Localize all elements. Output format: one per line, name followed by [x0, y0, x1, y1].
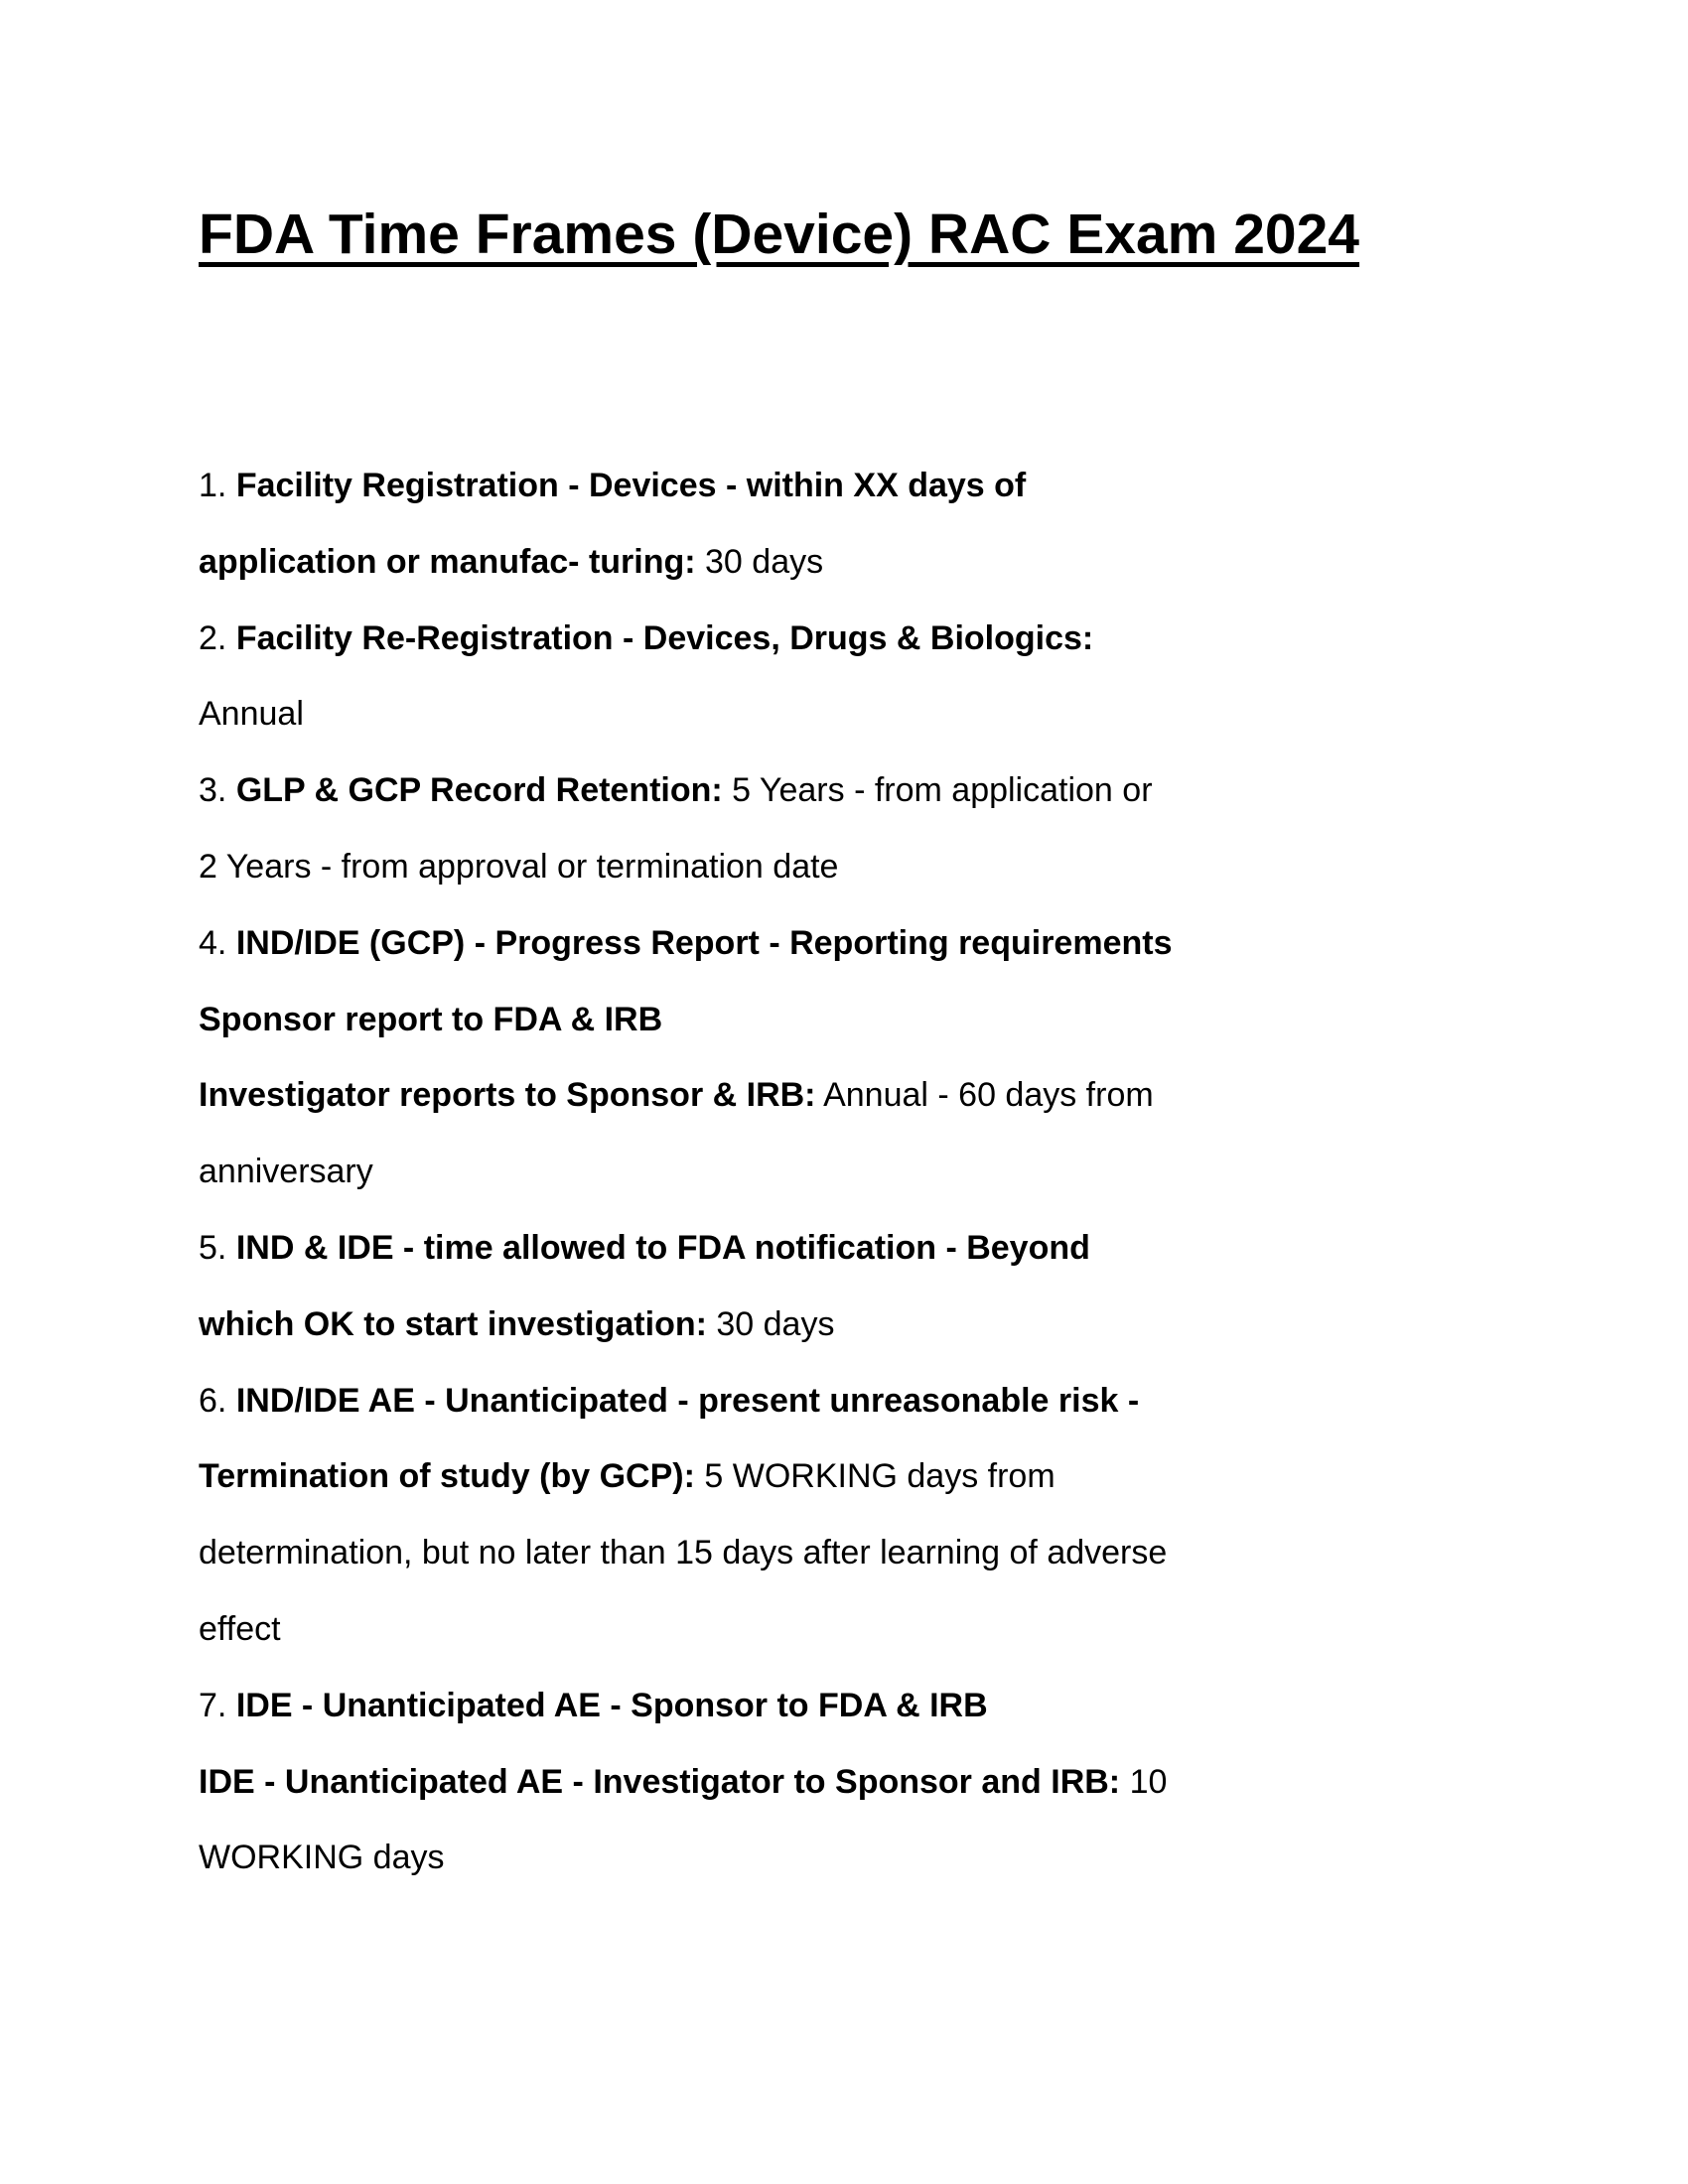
- item-number: 7.: [199, 1686, 236, 1724]
- item-term: IND/IDE AE - Unanticipated - present unreasonable risk -: [235, 1381, 1140, 1420]
- item-answer: 10: [1120, 1762, 1168, 1801]
- item-answer: WORKING days: [199, 1839, 445, 1877]
- list-item-line: [199, 1134, 1529, 1210]
- list-item: [199, 1210, 1529, 1363]
- list-item: [199, 448, 1529, 601]
- item-term: Facility Registration - Devices - within XX days of: [235, 467, 1027, 504]
- list-item-line: [199, 524, 1529, 601]
- list-item: [199, 1363, 1529, 1668]
- item-term: IDE - Unanticipated AE - Investigator to Sponsor and IRB:: [199, 1762, 1121, 1801]
- list-item-line: [199, 1438, 1529, 1515]
- item-answer: 30 days: [695, 542, 824, 581]
- item-answer: Annual: [199, 695, 304, 734]
- item-answer: 2 Years - from approval or termination date: [199, 847, 839, 886]
- list-item-line: [199, 1210, 1529, 1287]
- list-item-line: [199, 1668, 1529, 1744]
- item-answer: Annual - 60 days from: [815, 1076, 1154, 1115]
- item-term: Facility Re-Registration - Devices, Drugs & Biologics:: [235, 618, 1094, 657]
- list-item-line: [199, 448, 1529, 524]
- item-term: IND/IDE (GCP) - Progress Report - Reporting requirements: [235, 923, 1173, 962]
- item-answer: 5 Years - from application or: [722, 771, 1153, 810]
- item-number: 4.: [199, 923, 236, 962]
- list-item: [199, 905, 1529, 1210]
- list-item: [199, 601, 1529, 753]
- list-item-line: [199, 829, 1529, 905]
- item-term: application or manufac- turing:: [199, 542, 696, 581]
- list-item-line: [199, 1363, 1529, 1439]
- item-number: 1.: [199, 467, 236, 504]
- item-term: GLP & GCP Record Retention:: [235, 771, 723, 810]
- item-term: Investigator reports to Sponsor & IRB:: [199, 1076, 816, 1115]
- list-item-line: [199, 601, 1529, 677]
- time-frame-list: [199, 448, 1529, 1896]
- list-item-line: [199, 676, 1529, 752]
- item-answer: 5 WORKING days from: [694, 1457, 1055, 1496]
- list-item-line: [199, 1591, 1529, 1668]
- item-term: which OK to start investigation:: [199, 1304, 707, 1343]
- item-term: Sponsor report to FDA & IRB: [199, 1000, 663, 1038]
- item-term: IDE - Unanticipated AE - Sponsor to FDA & IRB: [235, 1686, 988, 1724]
- list-item-line: [199, 982, 1529, 1058]
- document-title: FDA Time Frames (Device) RAC Exam 2024: [199, 203, 1360, 266]
- item-answer: 30 days: [706, 1304, 835, 1343]
- list-item: [199, 1668, 1529, 1896]
- list-item-line: [199, 1057, 1529, 1134]
- item-number: 3.: [199, 771, 236, 810]
- item-answer: determination, but no later than 15 days after learning of adverse: [199, 1534, 1168, 1572]
- list-item-line: [199, 752, 1529, 829]
- list-item-line: [199, 1820, 1529, 1896]
- item-number: 5.: [199, 1228, 236, 1267]
- item-term: Termination of study (by GCP):: [199, 1457, 695, 1496]
- list-item-line: [199, 1515, 1529, 1591]
- list-item-line: [199, 905, 1529, 982]
- item-answer: anniversary: [199, 1153, 373, 1191]
- item-answer: effect: [199, 1609, 281, 1648]
- item-number: 6.: [199, 1381, 236, 1420]
- item-number: 2.: [199, 618, 236, 657]
- item-term: IND & IDE - time allowed to FDA notification - Beyond: [235, 1228, 1090, 1267]
- list-item-line: [199, 1744, 1529, 1821]
- list-item-line: [199, 1287, 1529, 1363]
- list-item: [199, 752, 1529, 905]
